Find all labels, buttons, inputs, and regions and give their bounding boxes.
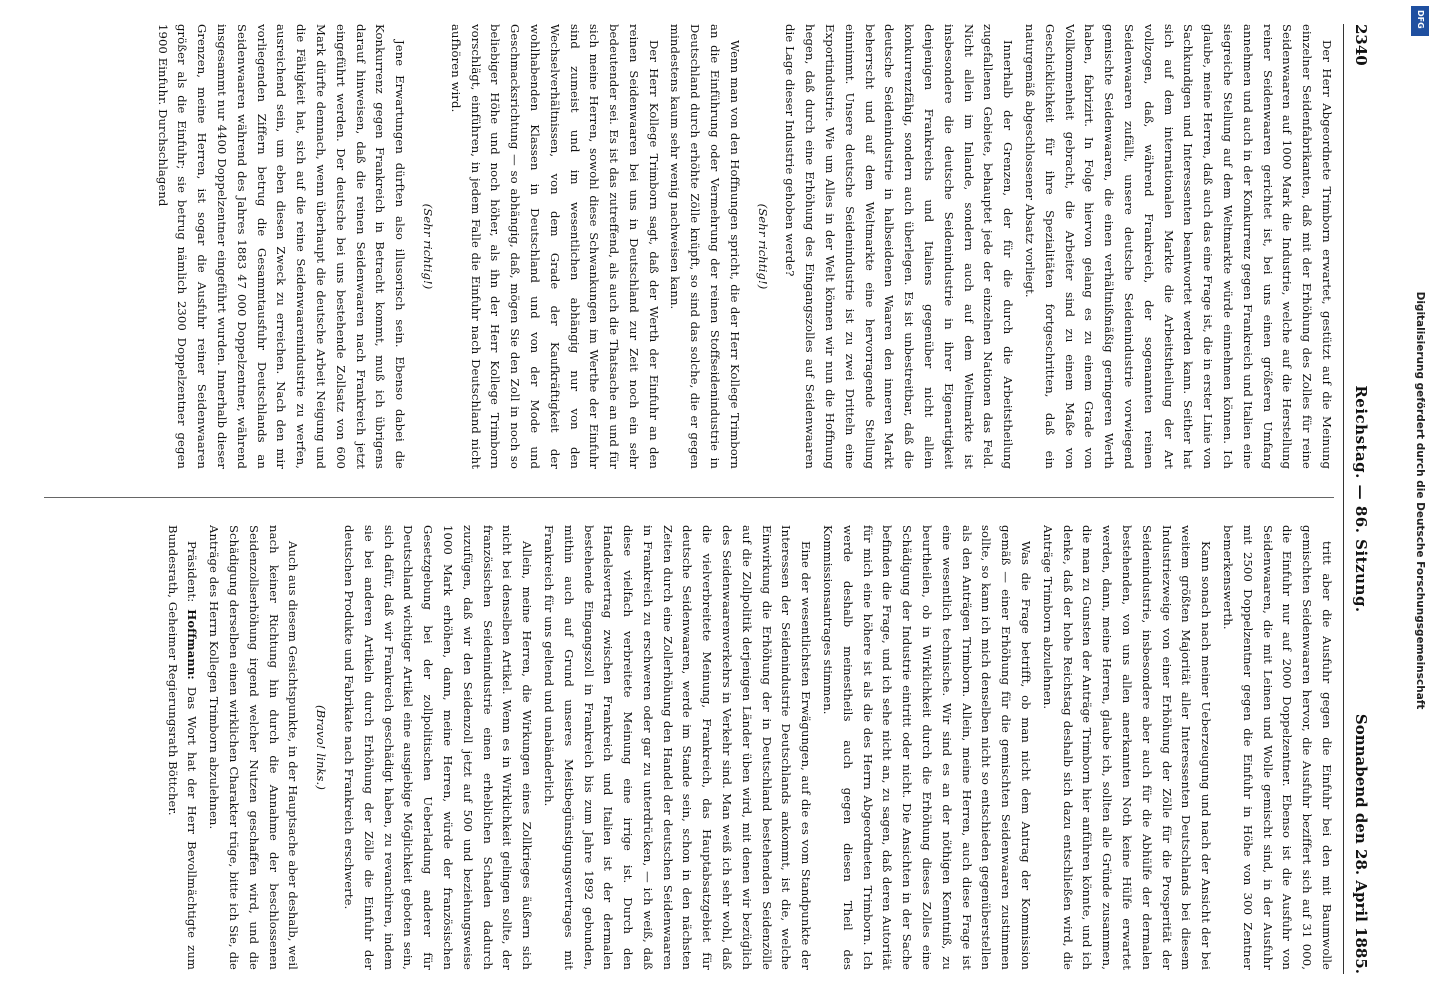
paragraph: tritt aber die Ausfuhr gegen die Einfuhr bei den mit Baumwolle gemischten Seidenwaaren hervor, die Ausfuhr beziffert sich auf 31 000, die Einfuhr nur auf 2000 Doppelzentner. Ebenso ist die Ausfuhr von Seidenwaaren, die mit Leinen und Wolle gemischt sind, in der Ausfuhr mit 2500 Doppelzentner gegen die Einfuhr in Höhe von 300 Zentner bemerkenswerth. xyxy=(1221,525,1334,970)
credit-text: Digitalisierung gefördert durch die Deutsche Forschungsgemeinschaft xyxy=(1414,291,1426,710)
speaker-name: Hoffmann: xyxy=(185,609,200,680)
page-header xyxy=(1346,24,1376,974)
speaker-role: Präsident: xyxy=(185,541,200,603)
reaction-note: (Sehr richtig!) xyxy=(755,203,770,290)
header-rule xyxy=(1343,24,1344,974)
speaker-text: Das Wort hat der Herr Bevollmächtigte zum Bundesrath, Geheimer Regierungsrath Böttcher. xyxy=(165,525,200,970)
paragraph: Allein, meine Herren, die Wirkungen eines Zollkrieges äußern sich nicht bei denselben Artikel. Wenn es in Wirklichkeit gelingen sollte, der französischen Seidenindustrie einen erheblichen Schaden dadurch zuzufügen, daß wir den Seidenzoll jetzt auf 500 und beziehungsweise 1000 Mark erhöhen, dann, meine Herren, würde der französischen Gesetzgebung bei der zollpolitischen Ueberladung anderer für Deutschland wichtiger Artikel eine ausgiebige Möglichkeit geboten sein, sich dafür, daß wir Frankreich geschädigt haben, zu revanchiren, indem sie bei anderen Artikeln durch Erhöhung der Zölle die Einfuhr der deutschen Produkte und Fabrikate nach Frankreich erschwerte. xyxy=(341,525,535,970)
dfg-logo: DFG xyxy=(1411,6,1429,36)
reaction-note: (Bravo! links.) xyxy=(314,705,329,790)
paragraph: Der Herr Kollege Trimborn sagt, daß der Werth der Einfuhr an den reinen Seidenwaaren bei uns in Deutschland zur Zeit noch ein sehr bedeutender sei. Es ist das zutreffend, als auch die Thatsache an und für sich meine Herren, sowohl diese Schwankungen im Werthe der Einfuhr sind zumeist und im wesentlichen abhängig nur von den Wechselverhältnissen, von dem Grade der Kaufkräftigkeit der wohlhabenden Klassen in Deutschland und von der Mode und Geschmacksrichtung — so abhängig, daß, mögen Sie den Zoll in noch so beliebiger Höhe und noch höher, als ihn der Herr Kollege Trimborn vorschlägt, einführen, in jedem Falle die Einfuhr nach Deutschland nicht aufhören wird. xyxy=(448,24,661,469)
page-number: 2340 xyxy=(1352,24,1370,66)
paragraph: Jene Erwartungen dürften also illusorisch sein. Ebenso dabei die Konkurrenz gegen Frankreich in Betracht kommt, muß ich übrigens darauf hinweisen, daß die reinen Seidenwaaren nach Frankreich jetzt eingeführt werden. Der deutsche bei uns bestehende Zollsatz von 600 Mark dürfte demnach, wenn überhaupt die deutsche Arbeit Neigung und die Fähigkeit hat, sich auf die reine Seidenwaarenindustrie zu werfen, ausreichend sein, um eben diesen Zweck zu erreichen. Nach den mir vorliegenden Ziffern betrug die Gesammtausfuhr Deutschlands an Seidenwaaren während des Jahres 1883 47 000 Doppelzentner, während insgesammt nur 4400 Doppelzentner eingeführt wurden. Innerhalb dieser Grenzen, meine Herren, ist sogar die Ausfuhr reiner Seidenwaaren größer als die Einfuhr; sie betrug nämlich 2300 Doppelzentner gegen 1900 Einfuhr. Durchschlagend xyxy=(155,24,408,469)
digitization-credit xyxy=(1408,0,1432,1000)
speaker-paragraph xyxy=(162,525,202,970)
paragraph: Kann sonach nach meiner Ueberzeugung und nach der Ansicht der bei weitem größten Majorität aller Interessenten Deutschlands bei diesem Industriezweige von einer Erhöhung der Zölle für die Prosperität der Seidenindustrie, insbesondere aber auch für die Abhülfe der dermalen bestehenden, von uns allen anerkannten Noth keine Hülfe erwartet werden, dann, meine Herren, glaube ich, sollten alle Gründe zusammen, die man zu Gunsten der Anträge Trimborn hier anführen könnte, und ich denke, daß der hohe Reichstag deshalb sich dazu entschließen wird, die Anträge Trimborn abzulehnen. xyxy=(1040,525,1214,970)
paragraph: Was die Frage betrifft, ob man nicht dem Antrag der Kommission gemäß — einer Erhöhung für die gemischten Seidenwaaren zustimmen sollte, so kann ich mich denselben nicht so entschieden gegenüberstellen als den Anträgen Trimborn. Allein, meine Herren, auch diese Frage ist eine wesentlich technische. Wir sind es an der nöthigen Kenntniß, zu beurtheilen, ob in Wirklichkeit durch die Erhöhung dieses Zolles eine Schädigung der Industrie eintritt oder nicht. Die Ansichten in der Sache befinden die Frage, und ich sehe nicht an, zu sagen, daß deren Autorität für mich eine höhere ist als die des Herrn Abgeordneten Trimborn. Ich werde deshalb meinestheils auch gegen diesen Theil des Kommissionsantrages stimmen. xyxy=(821,525,1034,970)
paragraph: Der Herr Abgeordnete Trimborn erwartet, gestützt auf die Meinung einzelner Seidenfabrikanten, daß mit der Erhöhung des Zolles für reine Seidenwaaren auf 1000 Mark die Industrie, welche auf die Herstellung reiner Seidenwaaren gerichtet ist, bei uns einen größeren Umfang annehmen und auch in der Konkurrenz gegen Frankreich und Italien eine siegreiche Stellung auf dem Weltmarkte würde einnehmen können. Ich glaube, meine Herren, daß auch das eine Frage ist, die in erster Linie von Sachkundigen und Interessenten beantwortet werden kann. Seither hat sich auf dem internationalen Markte die Arbeitstheilung der Art vollzogen, daß, während Frankreich, der sogenannten reinen Seidenwaaren zufällt, unsere deutsche Seidenindustrie vorwiegend gemischte Seidenwaaren, die einen verhältnißmäßig geringeren Werth haben, fabrizirt. In Folge hiervon gelang es zu einem Grade von Vollkommenheit gebracht, die Arbeiter sind zu einem Maße von Geschicklichkeit für ihre Spezialitäten fortgeschritten, daß ein naturgemäß abgeschlossener Absatz vorliegt. xyxy=(1023,24,1334,469)
reaction-note: (Sehr richtig!) xyxy=(420,203,435,290)
left-column xyxy=(46,24,1336,469)
session-date: Sonnabend den 28. April 1885. xyxy=(1352,713,1370,974)
column-divider xyxy=(44,497,1334,498)
paragraph: Wenn man von den Hoffnungen spricht, die der Herr Kollege Trimborn an die Einführung oder Vermehrung der reinen Stoffseidenindustrie in Deutschland durch erhöhte Zölle knüpft, so sind das solche, die er gegen mindestens kaum sehr wenig nachweisen kann. xyxy=(668,24,742,469)
paragraph: Innerhalb der Grenzen, der für die durch die Arbeitstheilung zugefallenen Gebiete, behauptet jede der einzelnen Nationen das Feld. Nicht allein im Inlande, sondern auch auf dem Weltmarkte ist insbesondere die deutsche Seidenindustrie in ihrer Eigenartigkeit denjenigen Frankreichs und Italiens gegenüber nicht allein konkurrenzfähig, sondern auch überlegen. Es ist unbestreitbar, daß die deutsche Seidenindustrie in halbseidenen Waaren den inneren Markt beherrscht und auf dem Weltmarkte eine hervorragende Stellung einnimmt. Unsere deutsche Seidenindustrie ist zu zwei Dritteln eine Exportindustrie. Wie um Alles in der Welt können wir nun die Hoffnung hegen, daß durch eine Erhöhung des Eingangszolles auf Seidenwaaren die Lage dieser Industrie gehoben werde? xyxy=(783,24,1016,469)
paragraph: Auch aus diesem Gesichtspunkte, in der Hauptsache aber deshalb, weil nach keiner Richtung hin durch die Annahme der beschlossenen Seidenzollserhöhung irgend welcher Nutzen geschaffen wird, und die Schädigung derselben einen wirklichen Charakter trüge, bitte ich Sie, die Anträge des Herrn Kollegen Trimborn abzulehnen. xyxy=(207,525,301,970)
right-column xyxy=(46,525,1336,970)
paragraph: Eine der wesentlichsten Erwägungen, auf die es vom Standpunkte der Interessen der Seidenindustrie Deutschlands ankommt, ist die, welche Einwirkung die Erhöhung der in Deutschland bestehenden Seidenzölle auf die Zollpolitik derjenigen Länder üben wird, mit denen wir bezüglich des Seidenwaarenverkehrs in Verkehr sind. Man weiß ich sehr wohl, daß die vielverbreitete Meinung, Frankreich, das Hauptabsatzgebiet für deutsche Seidenwaaren, werde im Stande sein, schon in den nächsten Zeiten durch eine Zollerhöhung den Handel der deutschen Seidenwaaren in Frankreich zu erschweren oder gar zu unterdrücken, — ich weiß, daß diese vielfach verbreitete Meinung eine irrige ist. Durch den Handelsvertrag zwischen Frankreich und Italien ist der dermalen bestehende Eingangszoll in Frankreich bis zum Jahre 1892 gebunden, mithin auch auf Grund unseres Meistbegünstigungsvertrages mit Frankreich für uns geltend und unabänderlich. xyxy=(541,525,814,970)
session-title: Reichstag. — 86. Sitzung. xyxy=(1352,385,1370,613)
